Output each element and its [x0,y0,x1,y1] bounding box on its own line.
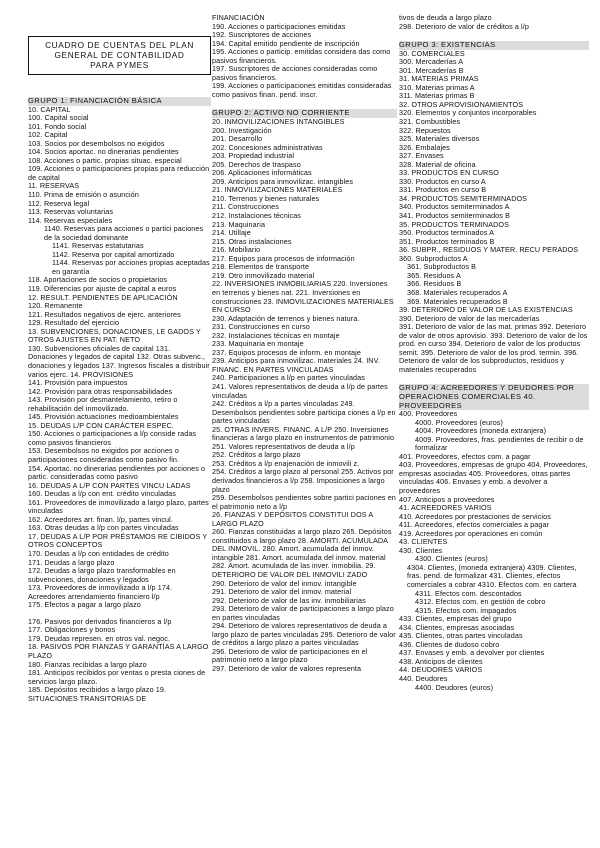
account-line: 325. Materiales diversos [399,134,480,144]
account-line: 401. Proveedores, efectos com. a pagar [399,451,531,461]
account-line: 118. Aportaciones de socios o propietarios [28,275,168,285]
account-line: 360. Subproductos A [399,253,468,263]
account-line: 390. Deterioro de valor de las mercaderías [399,313,540,323]
account-line: 41. ACREEDORES VARIOS [399,503,492,513]
account-line: 163. Otras deudas a l/p con partes vinculadas [28,523,179,533]
account-line: 153. Desembolsos no exigidos por acciones o participaciones consideradas como pasivo fin. [28,446,180,464]
account-line: 161. Proveedores de inmovilizado a largo plazo, partes vinculadas [28,497,209,516]
account-line: 179. Deudas represen. en otros val. negoc. [28,633,171,643]
account-line: 121. Resultados negativos de ejerc. anteriores [28,309,181,319]
account-line: 4311. Efectos com. descontados [415,588,522,598]
account-line: 35. PRODUCTOS TERMINADOS [399,219,509,229]
account-line: 1140. Reservas para acciones o partici paciones de la sociedad dominante [44,224,204,242]
account-line: 260. Fianzas constituidas a largo plazo 265. Depósitos constituidos a largo plazo 28. AMORTI. ACUMULADA DEL INMOVIL. 280. Amort. acumulada del inmov. intangible 281. Amort. acumulada del inmov. material 282. Amort. acumulada de las inver. inmobilia. 29. DETERIORO DE VALOR DEL INMOVILI ZADO [212,527,392,579]
account-line: 327. Envases [399,151,444,161]
account-line: 21. INMOVILIZACIONES MATERIALES [212,185,343,195]
account-line: 252. Créditos a largo plazo [212,450,301,460]
column-middle [212,14,397,674]
account-line: 391. Deterioro de valor de las mat. primas 392. Deterioro de valor de otros aprovisio. 393. Deterioro de valor de los prod. en curso 394. Deterioro de valor de los productos semit. 395. Deterioro de valor de los prod. termin. 396. Deterioro de valor de los subproductos, residuos y materiales recuperados [399,322,588,374]
account-line: 4009. Proveedores, fras. pendientes de recibir o de formalizar [415,434,584,453]
account-line: 320. Elementos y conjuntos incorporables [399,108,537,118]
account-line: 173. Proveedores de inmovilizado a l/p 174. Acreedores arrendamiento financiero l/p [28,583,173,601]
account-line: 291. Deterioro de valor del inmov. material [212,587,352,597]
account-line: 103. Socios por desembolsos no exigidos [28,138,165,148]
account-line: 294. Deterioro de valores representativos de deuda a largo plazo de partes vinculadas 295. Deterioro de valor de créditos a largo plazo a partes vinculadas [212,621,396,648]
account-line: FINANCIACIÓN [212,13,265,22]
account-line: 209. Anticipos para inmovilizac. intangibles [212,176,354,186]
account-line: 435. Clientes, otras partes vinculadas [399,631,523,641]
account-line: 212. Instalaciones técnicas [212,211,302,221]
account-line: 160. Deudas a l/p con ent. crédito vinculadas [28,489,176,499]
account-line: 297. Deterioro de valor de valores representa [212,664,362,674]
account-line: 233. Maquinaria en montaje [212,339,304,349]
account-line: 341. Productos semiterminados B [399,211,510,221]
account-line: 33. PRODUCTOS EN CURSO [399,168,499,178]
account-line: 100. Capital social [28,113,89,123]
account-line: 328. Material de oficina [399,159,476,169]
account-line: 26. FIANZAS Y DEPÓSITOS CONSTITUI DOS A LARGO PLAZO [212,510,373,528]
account-line: 180. Fianzas recibidas a largo plazo [28,659,147,669]
account-line: 170. Deudas a l/p con entidades de crédito [28,548,169,558]
account-line: 326. Embalajes [399,142,450,152]
account-line: 216. Mobiliario [212,245,261,255]
account-line: 403. Proveedores, empresas de grupo 404. Proveedores, empresas asociadas 405. Proveedores, otras partes vinculadas 406. Envases y emb. a devolver a proveedores [399,460,588,495]
group-heading: GRUPO 2: ACTIVO NO CORRIENTE [212,109,397,118]
account-line: 32. OTROS APROVISIONAMIENTOS [399,99,524,109]
account-line: 17. DEUDAS A L/P POR PRÉSTAMOS RE CIBIDOS Y OTROS CONCEPTOS [28,531,208,550]
account-line: 141. Provisión para impuestos [28,378,128,388]
account-line: 232. Instalaciones técnicas en montaje [212,330,340,340]
account-line: 217. Equipos para procesos de información [212,253,355,263]
account-line: 368. Materiales recuperados A [407,287,508,297]
account-line: 39. DETERIORO DE VALOR DE LAS EXISTENCIAS [399,305,573,315]
account-line: 142. Provisión para otras responsabilidades [28,386,173,396]
account-line: 190. Acciones o participaciones emitidas [212,21,346,31]
account-line: 410. Acreedores por prestaciones de servicios [399,511,551,521]
account-line: 119. Diferencias por ajuste de capital a euros [28,284,177,294]
account-line: 172. Deudas a largo plazo transformables en subvenciones, donaciones y legados [28,566,176,584]
account-line: 10. CAPITAL [28,104,71,114]
account-line: 210. Terrenos y bienes naturales [212,193,320,203]
title-box [28,36,211,75]
account-line: 154. Aportac. no dinerarias pendientes por acciones o partic. consideradas como pasivo [28,463,206,482]
account-line: 251. Valores representativos de deuda a l/p [212,441,355,451]
account-line: 365. Residuos A [407,270,461,280]
account-line: 206. Aplicaciones informáticas [212,168,312,178]
account-line: 321. Combustibles [399,117,461,127]
account-line: 237. Equipos procesos de inform. en montaje [212,347,361,357]
account-line: 102. Capital [28,130,68,140]
account-line: 211. Construcciones [212,202,279,212]
account-line: 143. Provisión por desmantelamiento, retiro o rehabilitación del inmovilizado. [28,395,178,413]
account-line: 230. Adaptación de terrenos y bienes natura. [212,313,360,323]
account-line: 350. Productos terminados A [399,228,494,238]
account-line: 215. Otras instalaciones [212,236,292,246]
account-line: 290. Deterioro de valor del inmov. intangible [212,578,357,588]
account-line: 171. Deudas a largo plazo [28,557,115,567]
account-line: 177. Obligaciones y bonos [28,625,116,635]
account-line: 194. Capital emitido pendiente de inscripción [212,38,360,48]
column-right [399,14,589,692]
account-line: 430. Clientes [399,545,443,555]
account-line: 351. Productos terminados B [399,236,495,246]
account-line: 4400. Deudores (euros) [415,682,494,692]
account-line: 15. DEUDAS L/P CON CARÁCTER ESPEC. [28,420,174,430]
account-line: 331. Productos en curso B [399,185,487,195]
account-line: 44. DEUDORES VARIOS [399,665,483,675]
account-line: 114. Reservas especiales [28,215,113,225]
account-line: 30. COMERCIALES [399,48,465,58]
account-line: 129. Resultado del ejercicio [28,318,120,328]
account-line: 400. Proveedores [399,409,458,419]
account-line: 434. Clientes, empresas asociadas [399,622,515,632]
account-line: 109. Acciones o participaciones propias para reducción de capital [28,164,210,182]
group-heading: GRUPO 4: ACREEDORES Y DEUDORES POR OPERACIONES COMERCIALES 40. PROVEEDORES [399,384,589,410]
account-line: 310. Materias primas A [399,82,475,92]
account-line: 301. Mercaderías B [399,65,464,75]
account-line: 130. Subvenciones oficiales de capital 131. Donaciones y legados de capital 132. Otras subvenc., donaciones y legados 137. Ingresos fiscales a distribuir varios ejerc. 14. PROVISIONES [28,343,210,379]
account-line: 4312. Efectos com. en gestión de cobro [415,597,546,607]
account-line: 145. Provisión actuaciones medioambientales [28,412,179,422]
account-line: 253. Créditos a l/p enajenación de inmovili z. [212,458,360,468]
account-line: 11. RESERVAS [28,181,80,191]
account-line: tivos de deuda a largo plazo [399,13,492,22]
account-line: 361. Subproductos B [407,262,477,272]
account-line: 254. Créditos a largo plazo al personal 255. Activos por derivados financieros a l/p 258. Imposiciones a largo plazo [212,467,394,494]
account-line: 407. Anticipos a proveedores [399,494,495,504]
account-line: 419. Acreedores por operaciones en común [399,528,543,538]
account-line: 300. Mercaderías A [399,57,464,67]
account-line: 195. Acciones o particip. emitidas considera das como pasivos financieros. [212,47,391,65]
spacer [399,374,589,382]
account-line: 436. Clientes de dudoso cobro [399,639,500,649]
account-line: 101. Fondo social [28,121,87,131]
account-line: 231. Construcciones en curso [212,322,310,332]
account-line: 25. OTRAS INVERS. FINANC. A L/P 250. Inversiones financieras a largo plazo en instrumentos de patrimonio [212,424,395,443]
account-line: 214. Utillaje [212,228,251,238]
account-line: 311. Materias primas B [399,91,475,101]
account-line: 176. Pasivos por derivados financieros a l/p [28,616,172,626]
account-line: 197. Suscriptores de acciones consideradas como pasivos financieros. [212,64,378,82]
account-line: 4000. Proveedores (euros) [415,417,503,427]
account-line: 185. Depósitos recibidos a largo plazo 19. SITUACIONES TRANSITORIAS DE [28,685,167,703]
account-line: 213. Maquinaria [212,219,266,229]
account-line: 12. RESULT. PENDIENTES DE APLICACIÓN [28,292,178,302]
account-line: 202. Concesiones administrativas [212,142,323,152]
account-line: 242. Créditos a l/p a partes vinculadas 249. Desembolsos pendientes sobre participa ciones a l/p en partes vinculadas [212,399,396,426]
account-line: 411. Acreedores, efectos comerciales a pagar [399,520,550,530]
title-line-2: GENERAL DE CONTABILIDAD [54,50,185,60]
title-line-1: CUADRO DE CUENTAS DEL PLAN [45,40,194,50]
account-line: 298. Deterioro de valor de créditos a l/p [399,21,529,31]
account-line: 36. SUBPR., RESIDUOS Y MATER. RECU PERADOS [399,245,579,255]
account-line: 203. Propiedad industrial [212,151,295,161]
group-heading: GRUPO 3: EXISTENCIAS [399,41,589,50]
account-line: 162. Acreedores arr. finan. l/p, partes vincul. [28,514,173,524]
account-line: 199. Acciones o participaciones emitidas consideradas como pasivos finan. pend. inscr. [212,81,392,99]
account-line: 113. Reservas voluntarias [28,207,114,217]
account-line: 440. Deudores [399,674,448,684]
spacer [212,99,397,107]
account-line: 18. PASIVOS POR FIANZAS Y GARANTÍAS A LARGO PLAZO [28,642,209,660]
account-line: 4004. Proveedores (moneda extranjera) [415,426,547,436]
account-line: 108. Acciones o partic. propias situac. especial [28,155,182,165]
account-line: 43. CLIENTES [399,537,448,547]
account-line: 340. Productos semiterminados A [399,202,510,212]
account-line: 120. Remanente [28,301,83,311]
account-line: 437. Envases y emb. a devolver por clientes [399,648,545,658]
account-line: 259. Desembolsos pendientes sobre partici paciones en el patrimonio neto a l/p [212,493,396,511]
account-line: 201. Desarrollo [212,134,263,144]
account-line: 1144. Reservas por acciones propias aceptadas en garantía [52,258,210,276]
account-line: 322. Repuestos [399,125,451,135]
account-line: 4315. Efectos com. impagados [415,605,517,615]
account-line: 20. INMOVILIZACIONES INTANGIBLES [212,117,345,127]
account-line: 296. Deterioro de valor de participaciones en el patrimonio neto a largo plazo [212,646,368,665]
account-line: 219. Otro inmovilizado material [212,270,315,280]
spacer [399,31,589,39]
account-line: 181. Anticipos recibidos por ventas o presta ciones de servicios largo plazo. [28,668,206,686]
account-line: 293. Deterioro de valor de participaciones a largo plazo en partes vinculadas [212,604,394,622]
account-line: 31. MATERIAS PRIMAS [399,74,479,84]
account-line: 241. Valores representativos de deuda a l/p de partes vinculadas [212,381,388,400]
account-line: 200. Investigación [212,125,272,135]
account-line: 112. Reserva legal [28,198,90,208]
account-line: 433. Clientes, empresas del grupo [399,614,512,624]
account-line: 13. SUBVENCIONES, DONACIONES, LE GADOS Y OTROS AJUSTES EN PAT. NETO [28,326,201,345]
account-line: 22. INVERSIONES INMOBILIARIAS 220. Inversiones en terrenos y bienes nat. 221. Inversiones en construcciones 23. INMOVILIZACIONES MATERIALES EN CURSO [212,279,394,315]
account-line: 205. Derechos de traspaso [212,159,301,169]
account-line: 1141. Reservas estatutarias [52,241,144,251]
account-line: 175. Efectos a pagar a largo plazo [28,600,141,610]
account-line: 34. PRODUCTOS SEMITERMINADOS [399,193,528,203]
account-line: 192. Suscriptores de acciones [212,30,312,40]
account-line: 366. Residuos B [407,279,462,289]
account-line: 16. DEUDAS A L/P CON PARTES VINCU LADAS [28,480,191,490]
account-line: 330. Productos en curso A [399,176,486,186]
group-heading: GRUPO 1: FINANCIACIÓN BÁSICA [28,97,211,106]
account-line: 150. Acciones o participaciones a l/p conside radas como pasivos financieros [28,429,197,447]
account-line: 239. Anticipos para inmovilizac. materiales 24. INV. FINANC. EN PARTES VINCULADAS [212,356,380,374]
title-line-3: PARA PYMES [90,60,149,70]
account-line: 292. Deterioro de valor de las inv. inmobiliarias [212,595,366,605]
account-line: 240. Participaciones a l/p en partes vinculadas [212,373,365,383]
account-line: 218. Elementos de transporte [212,262,310,272]
account-line: 4300. Clientes (euros) [415,554,488,564]
account-line: 110. Prima de emisión o asunción [28,190,139,200]
account-line: 438. Anticipos de clientes [399,656,483,666]
account-line: 369. Materiales recuperados B [407,296,508,306]
account-line: 104. Socios aportac. no dinerarias pendientes [28,147,179,157]
account-line: 4304. Clientes, (moneda extranjera) 4309. Clientes, fras. pend. de formalizar 431. Clientes, efectos comerciales a cobrar 4310. Efectos com. en cartera [407,562,577,589]
column-left [28,14,211,703]
account-line: 1142. Reserva por capital amortizado [52,249,175,259]
